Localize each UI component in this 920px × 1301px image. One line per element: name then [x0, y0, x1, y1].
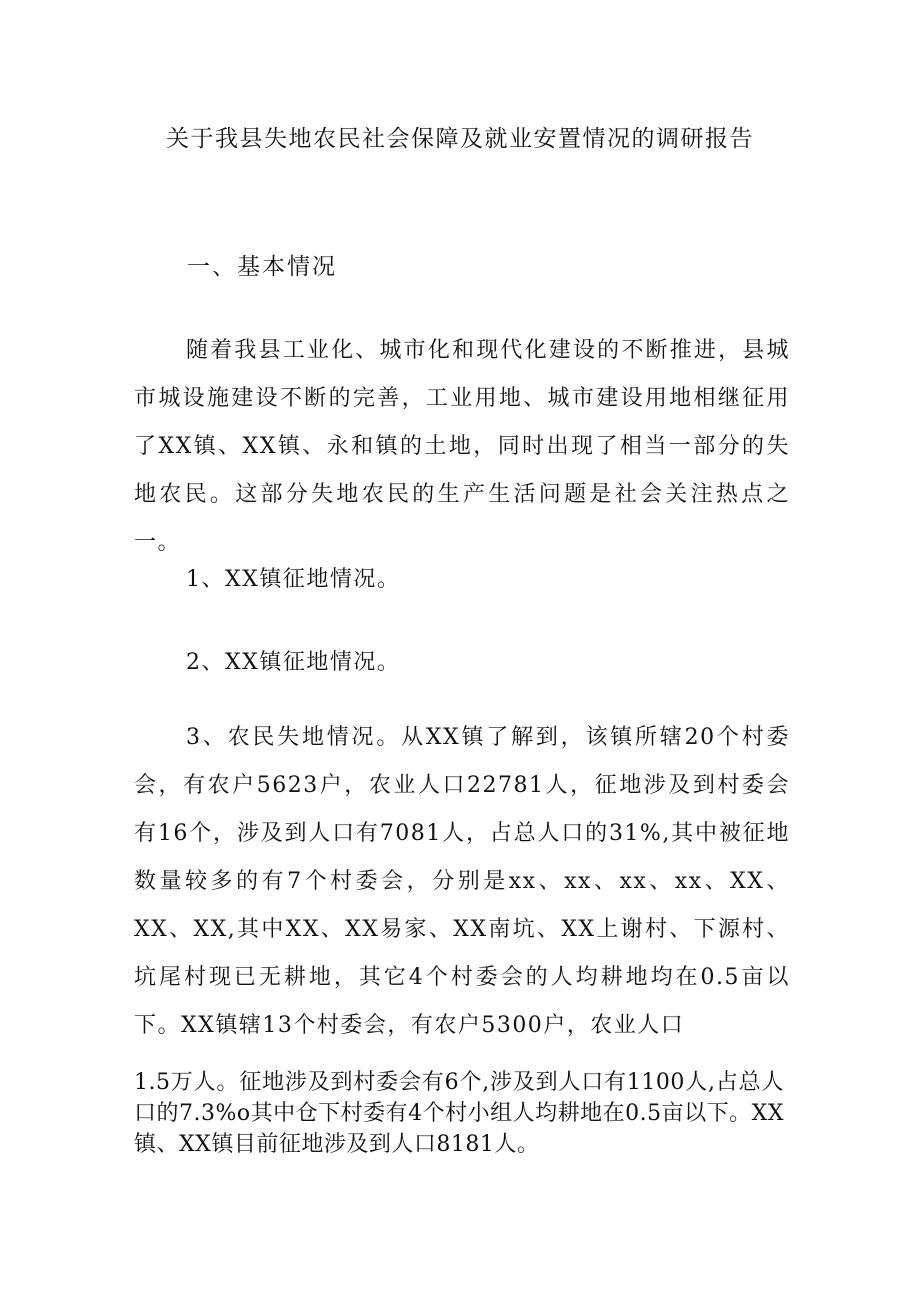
paragraph-background: 随着我县工业化、城市化和现代化建设的不断推进，县城市城设施建设不断的完善，工业用地、城市建设用地相继征用了XX镇、XX镇、永和镇的土地，同时出现了相当一部分的失地农民。这部分失地农民的生产生活问题是社会关注热点之一。 [134, 338, 790, 555]
paragraph-land-loss: 3、农民失地情况。从XX镇了解到，该镇所辖20个村委会，有农户5623户，农业人口22781人，征地涉及到村委会有16个，涉及到人口有7081人，占总人口的31%,其中被征地数量较多的有7个村委会，分别是xx、xx、xx、xx、XX、XX、XX,其中XX、XX易家、XX南坑、XX上谢村、下源村、坑尾村现已无耕地，其它4个村委会的人均耕地均在0.5亩以下。XX镇辖13个村委会，有农户5300户，农业人口 [134, 725, 790, 1038]
list-item-2: 2、XX镇征地情况。 [186, 650, 401, 675]
section-heading: 一、基本情况 [187, 254, 337, 280]
document-title: 关于我县失地农民社会保障及就业安置情况的调研报告 [166, 126, 754, 152]
list-item-1: 1、XX镇征地情况。 [186, 567, 401, 592]
paragraph-land-loss-continued: 1.5万人。征地涉及到村委会有6个,涉及到人口有1100人,占总人口的7.3%o其中仓下村委有4个村小组人均耕地在0.5亩以下。XX镇、XX镇目前征地涉及到人口8181人。 [134, 1070, 784, 1157]
